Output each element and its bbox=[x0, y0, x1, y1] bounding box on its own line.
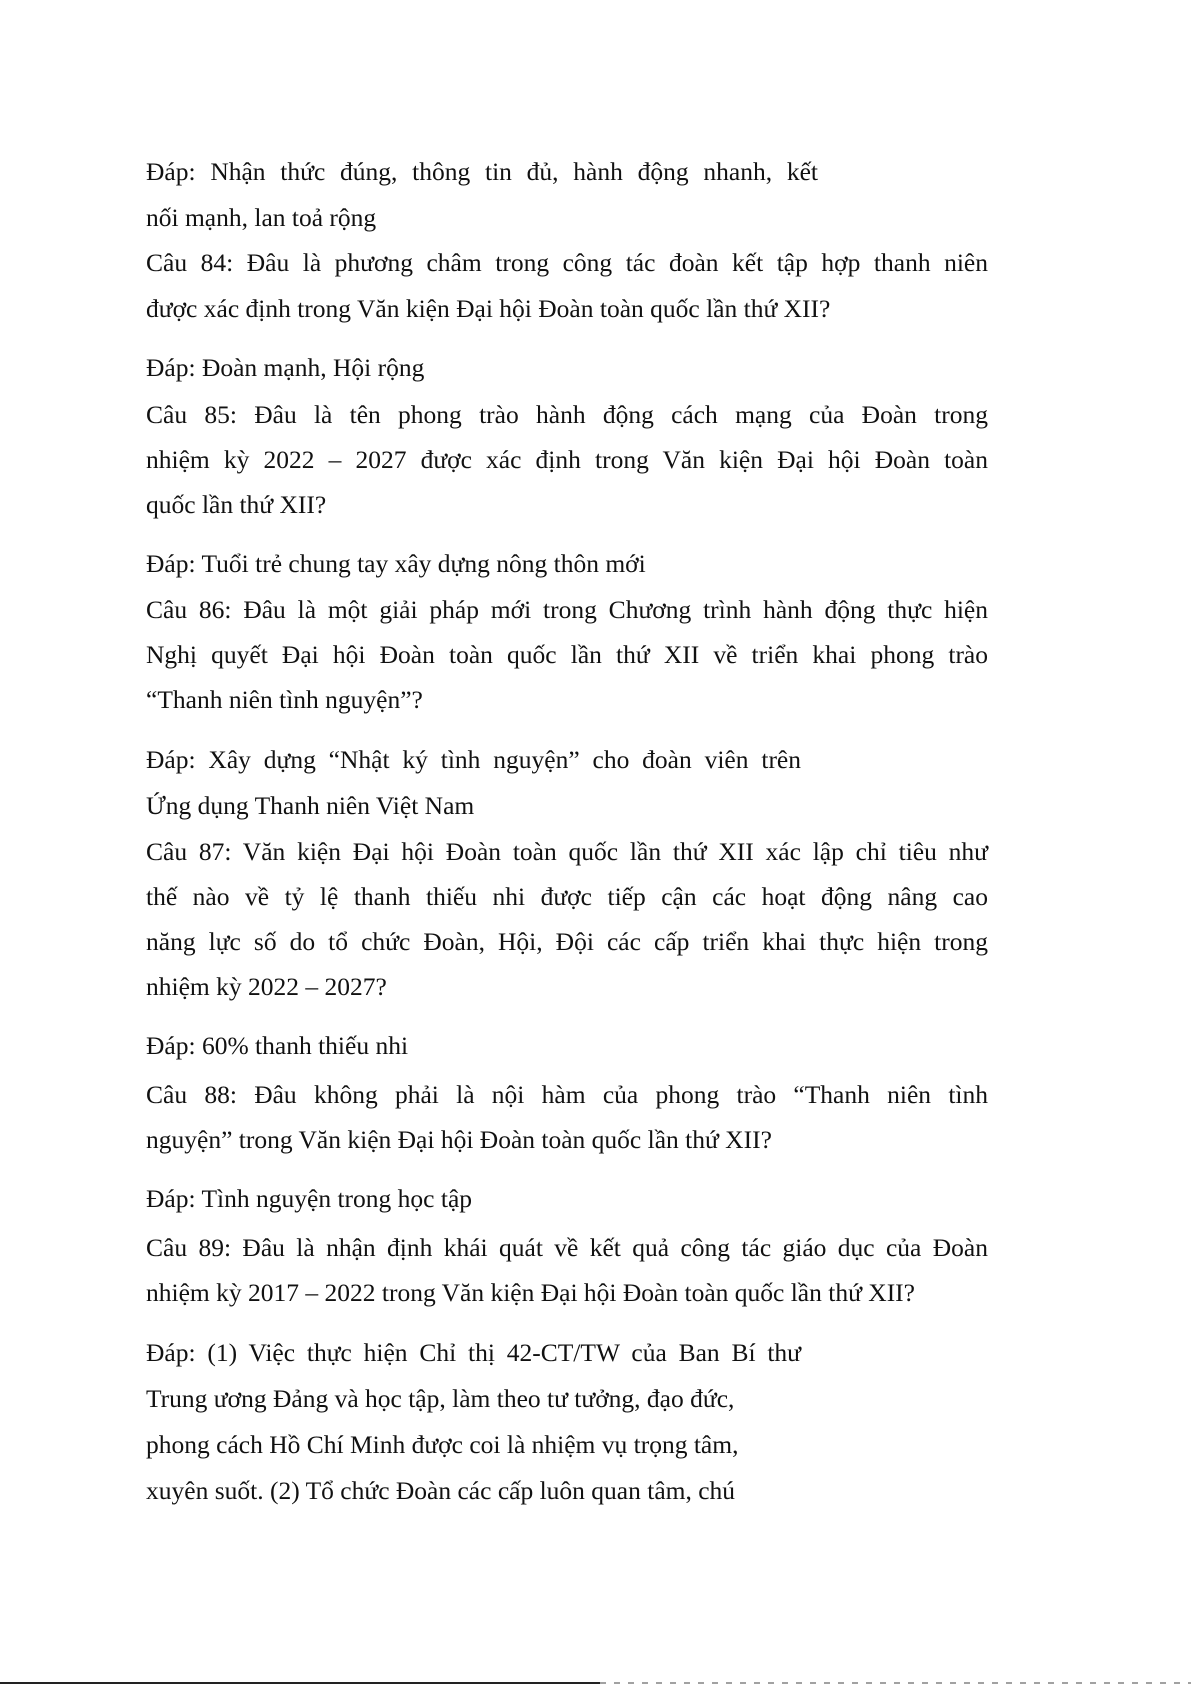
question-85-line-3: quốc lần thứ XII? bbox=[146, 490, 327, 519]
question-88-line-2: nguyện” trong Văn kiện Đại hội Đoàn toàn quốc lần thứ XII? bbox=[146, 1125, 772, 1154]
question-88-line-1: Câu 88: Đâu không phải là nội hàm của phong trào “Thanh niên tình bbox=[146, 1080, 988, 1109]
question-86-line-3: “Thanh niên tình nguyện”? bbox=[146, 685, 423, 714]
answer-89-line-2: Trung ương Đảng và học tập, làm theo tư tưởng, đạo đức, bbox=[146, 1384, 735, 1413]
answer-84: Đáp: Đoàn mạnh, Hội rộng bbox=[146, 353, 425, 382]
question-85-line-2: nhiệm kỳ 2022 – 2027 được xác định trong Văn kiện Đại hội Đoàn toàn bbox=[146, 445, 988, 474]
question-89-line-1: Câu 89: Đâu là nhận định khái quát về kết quả công tác giáo dục của Đoàn bbox=[146, 1233, 988, 1262]
question-84-line-1: Câu 84: Đâu là phương châm trong công tác đoàn kết tập hợp thanh niên bbox=[146, 248, 988, 277]
question-89-line-2: nhiệm kỳ 2017 – 2022 trong Văn kiện Đại hội Đoàn toàn quốc lần thứ XII? bbox=[146, 1278, 915, 1307]
answer-83-line-1: Đáp: Nhận thức đúng, thông tin đủ, hành động nhanh, kết bbox=[146, 157, 818, 186]
question-86-line-2: Nghị quyết Đại hội Đoàn toàn quốc lần thứ XII về triển khai phong trào bbox=[146, 640, 988, 669]
question-85-line-1: Câu 85: Đâu là tên phong trào hành động cách mạng của Đoàn trong bbox=[146, 400, 988, 429]
answer-89-line-1: Đáp: (1) Việc thực hiện Chỉ thị 42-CT/TW của Ban Bí thư bbox=[146, 1338, 801, 1367]
answer-83-line-2: nối mạnh, lan toả rộng bbox=[146, 203, 377, 232]
question-87-line-4: nhiệm kỳ 2022 – 2027? bbox=[146, 972, 387, 1001]
answer-86-line-1: Đáp: Xây dựng “Nhật ký tình nguyện” cho đoàn viên trên bbox=[146, 745, 801, 774]
page-bottom-scan-artifact bbox=[600, 1682, 1191, 1684]
answer-86-line-2: Ứng dụng Thanh niên Việt Nam bbox=[146, 791, 475, 820]
question-87-line-2: thế nào về tỷ lệ thanh thiếu nhi được tiếp cận các hoạt động nâng cao bbox=[146, 882, 988, 911]
answer-89-line-3: phong cách Hồ Chí Minh được coi là nhiệm vụ trọng tâm, bbox=[146, 1430, 739, 1459]
answer-85: Đáp: Tuổi trẻ chung tay xây dựng nông thôn mới bbox=[146, 549, 646, 578]
question-87-line-3: năng lực số do tổ chức Đoàn, Hội, Đội các cấp triển khai thực hiện trong bbox=[146, 927, 988, 956]
page-bottom-rule bbox=[0, 1682, 600, 1684]
answer-89-line-4: xuyên suốt. (2) Tổ chức Đoàn các cấp luôn quan tâm, chú bbox=[146, 1476, 736, 1505]
question-86-line-1: Câu 86: Đâu là một giải pháp mới trong Chương trình hành động thực hiện bbox=[146, 595, 988, 624]
question-84-line-2: được xác định trong Văn kiện Đại hội Đoàn toàn quốc lần thứ XII? bbox=[146, 294, 831, 323]
question-87-line-1: Câu 87: Văn kiện Đại hội Đoàn toàn quốc lần thứ XII xác lập chỉ tiêu như bbox=[146, 837, 988, 866]
answer-87: Đáp: 60% thanh thiếu nhi bbox=[146, 1031, 409, 1060]
answer-88: Đáp: Tình nguyện trong học tập bbox=[146, 1184, 473, 1213]
